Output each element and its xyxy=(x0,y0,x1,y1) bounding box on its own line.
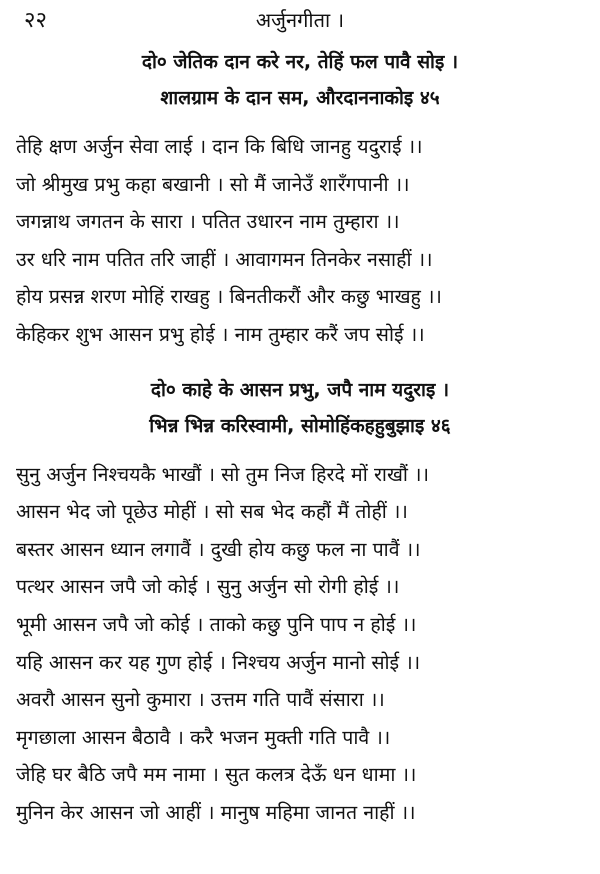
doha-line: दो० काहे के आसन प्रभु, जपै नाम यदुराइ । xyxy=(150,378,450,401)
chaupai-line: यहि आसन कर यह गुण होई । निश्चय अर्जुन मानो सोई ।। xyxy=(16,650,421,674)
doha-line: शालग्राम के दान सम, औरदाननाकोइ ४५ xyxy=(160,87,440,109)
verse-content xyxy=(10,44,590,832)
chaupai-block xyxy=(10,128,590,354)
chaupai-line: पत्थर आसन जपै जो कोई । सुनु अर्जुन सो रोगी होई ।। xyxy=(16,575,400,599)
page-number: २२ xyxy=(24,8,47,33)
chaupai-block xyxy=(10,456,590,832)
chaupai-line: बस्तर आसन ध्यान लगावैं । दुखी होय कछु फल ना पावैं ।। xyxy=(16,537,421,561)
doha-block xyxy=(10,372,590,444)
chaupai-line: जो श्रीमुख प्रभु कहा बखानी । सो मैं जानेउँ शारँगपानी ।। xyxy=(16,172,410,196)
chaupai-line: मृगछाला आसन बैठावै । करै भजन मुक्ती गति पावै ।। xyxy=(16,725,391,749)
running-title: अर्जुनगीता । xyxy=(255,8,345,32)
chaupai-line: उर धरि नाम पतित तरि जाहीं । आवागमन तिनकेर नसाहीं ।। xyxy=(16,247,433,271)
doha-line: दो० जेतिक दान करे नर, तेहिं फल पावै सोइ । xyxy=(141,51,459,73)
chaupai-line: भूमी आसन जपै जो कोई । ताको कछु पुनि पाप न होई ।। xyxy=(16,612,417,636)
chaupai-line: तेहि क्षण अर्जुन सेवा लाई । दान कि बिधि जानहु यदुराई ।। xyxy=(16,135,423,158)
chaupai-line: जगन्नाथ जगतन के सारा । पतित उधारन नाम तुम्हारा ।। xyxy=(16,210,400,234)
chaupai-line: केहिकर शुभ आसन प्रभु होई । नाम तुम्हार करैं जप सोई ।। xyxy=(16,322,425,346)
chaupai-line: होय प्रसन्न शरण मोहिं राखहु । बिनतीकरौं और कछु भाखहु ।। xyxy=(16,285,442,309)
chaupai-line: सुनु अर्जुन निश्चयकै भाखौं । सो तुम निज हिरदे मों राखौं ।। xyxy=(16,462,429,486)
doha-block xyxy=(10,44,590,116)
doha-line: भिन्न भिन्न करिस्वामी, सोमोहिंकहहुबुझाइ ४६ xyxy=(149,414,451,437)
page-header xyxy=(10,0,590,38)
chaupai-line: जेहि घर बैठि जपै मम नामा । सुत कलत्र देऊँ धन धामा ।। xyxy=(16,763,417,787)
chaupai-line: मुनिन केर आसन जो आहीं । मानुष महिमा जानत नाहीं ।। xyxy=(16,800,416,824)
chaupai-line: अवरौ आसन सुनो कुमारा । उत्तम गति पावैं संसारा ।। xyxy=(16,688,385,712)
chaupai-line: आसन भेद जो पूछेउ मोहीं । सो सब भेद कहौं मैं तोहीं ।। xyxy=(16,500,408,524)
